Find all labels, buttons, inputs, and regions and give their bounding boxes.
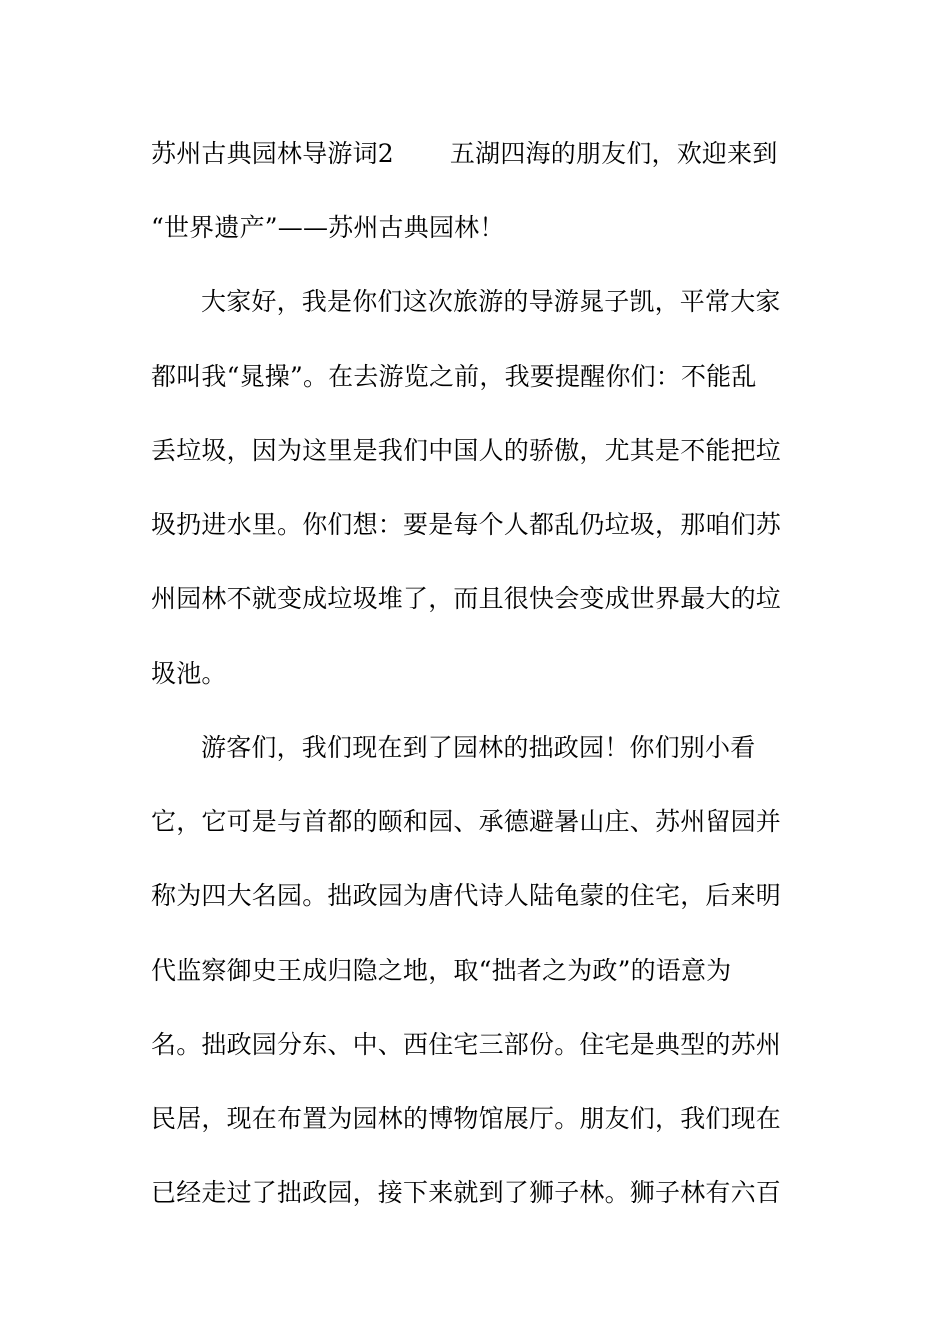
text-line-1 (151, 139, 791, 169)
text-line-10: 它，它可是与首都的颐和园、承德避暑山庄、苏州留园并 (151, 807, 782, 836)
text-line-14: 民居，现在布置为园林的博物馆展厅。朋友们，我们现在 (151, 1104, 782, 1133)
text-line-5: 丢垃圾，因为这里是我们中国人的骄傲，尤其是不能把垃 (151, 436, 782, 465)
text-line-8: 圾池。 (151, 659, 227, 688)
text-line-12: 代监察御史王成归隐之地，取“拙者之为政”的语意为 (151, 956, 732, 985)
text-line-2: “世界遗产”——苏州古典园林！ (151, 213, 505, 242)
paragraph-intro-start: 五湖四海的朋友们，欢迎来到 (449, 139, 778, 168)
text-line-4: 都叫我“晁操”。在去游览之前，我要提醒你们：不能乱 (151, 362, 757, 391)
text-line-11: 称为四大名园。拙政园为唐代诗人陆龟蒙的住宅，后来明 (151, 881, 782, 910)
text-line-3: 大家好，我是你们这次旅游的导游晁子凯，平常大家 (201, 287, 781, 316)
text-line-15: 已经走过了拙政园，接下来就到了狮子林。狮子林有六百 (151, 1178, 782, 1207)
text-line-7: 州园林不就变成垃圾堆了，而且很快会变成世界最大的垃 (151, 584, 782, 613)
text-line-13: 名。拙政园分东、中、西住宅三部份。住宅是典型的苏州 (151, 1030, 782, 1059)
text-line-6: 圾扔进水里。你们想：要是每个人都乱仍垃圾，那咱们苏 (151, 510, 782, 539)
text-line-9: 游客们，我们现在到了园林的拙政园！你们别小看 (201, 733, 756, 762)
document-heading: 苏州古典园林导游词2 (151, 139, 394, 168)
